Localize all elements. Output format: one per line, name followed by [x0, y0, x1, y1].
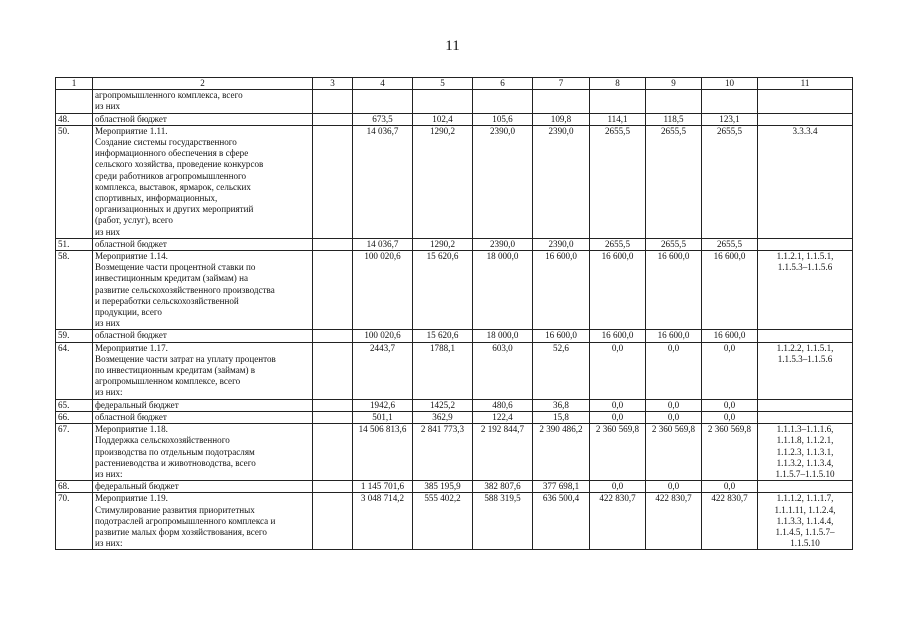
page-number: 11 [445, 38, 460, 54]
table-row [56, 342, 853, 399]
header-cell: 2 [93, 78, 313, 90]
value-cell: 1942,6 [353, 399, 413, 411]
value-cell: 0,0 [646, 399, 702, 411]
value-cell: 636 500,4 [533, 493, 590, 550]
description-line: среди работников агропромышленного [95, 170, 247, 181]
table-row [56, 330, 853, 342]
value-cell: 16 600,0 [646, 251, 702, 330]
description-line: информационного обеспечения в сфере [95, 148, 249, 159]
header-cell: 10 [702, 78, 758, 90]
row-description [93, 411, 313, 423]
description-line: областной бюджет [95, 411, 167, 422]
value-cell: 15 620,6 [413, 251, 473, 330]
value-cell: 16 600,0 [590, 251, 646, 330]
value-cell: 2655,5 [702, 125, 758, 238]
value-cell: 0,0 [590, 399, 646, 411]
reference-cell [758, 238, 853, 250]
description-line: федеральный бюджет [95, 399, 179, 410]
value-cell: 52,6 [533, 342, 590, 399]
description-line: Мероприятие 1.14. [95, 251, 168, 262]
description-line: Стимулирование развития приоритетных [95, 504, 255, 515]
reference-line: 1.1.2.1, 1.1.5.1, [776, 251, 834, 262]
value-cell: 16 600,0 [646, 330, 702, 342]
description-line: из них: [95, 538, 123, 549]
value-cell: 0,0 [590, 342, 646, 399]
description-line: Мероприятие 1.11. [95, 125, 168, 136]
description-line: Мероприятие 1.19. [95, 493, 168, 504]
value-cell: 2390,0 [533, 238, 590, 250]
table-row [56, 90, 853, 113]
header-cell: 11 [758, 78, 853, 90]
value-cell: 2655,5 [590, 238, 646, 250]
table-row [56, 125, 853, 238]
value-cell: 0,0 [646, 481, 702, 493]
table-header-row [56, 78, 853, 90]
value-cell: 2655,5 [646, 238, 702, 250]
value-cell: 1290,2 [413, 125, 473, 238]
value-cell: 603,0 [473, 342, 533, 399]
value-cell: 2 841 773,3 [413, 424, 473, 481]
table-row [56, 481, 853, 493]
value-cell: 0,0 [702, 399, 758, 411]
description-line: инвестиционным кредитам (займам) на [95, 273, 248, 284]
reference-cell [758, 493, 853, 550]
description-line: агропромышленного комплекса, всего [95, 90, 243, 101]
header-cell: 6 [473, 78, 533, 90]
description-line: из них: [95, 387, 123, 398]
reference-line: 1.1.4.5, 1.1.5.7– [775, 526, 835, 537]
description-line: производства по отдельным подотраслям [95, 446, 255, 457]
value-cell: 18 000,0 [473, 330, 533, 342]
value-cell: 18 000,0 [473, 251, 533, 330]
value-cell [646, 90, 702, 113]
value-cell: 2655,5 [702, 238, 758, 250]
row-description [93, 251, 313, 330]
description-line: спортивных, информационных, [95, 193, 218, 204]
value-cell: 2390,0 [473, 238, 533, 250]
value-cell: 15,8 [533, 411, 590, 423]
reference-cell [758, 424, 853, 481]
reference-line: 1.1.1.3–1.1.1.6, [776, 424, 834, 435]
value-cell: 14 506 813,6 [353, 424, 413, 481]
value-cell: 36,8 [533, 399, 590, 411]
row-description [93, 330, 313, 342]
row-number: 68. [56, 481, 93, 493]
header-cell: 4 [353, 78, 413, 90]
value-cell: 15 620,6 [413, 330, 473, 342]
description-line: федеральный бюджет [95, 481, 179, 492]
value-cell: 588 319,5 [473, 493, 533, 550]
budget-table [55, 77, 853, 550]
reference-cell [758, 125, 853, 238]
description-line: Возмещение части процентной ставки по [95, 262, 256, 273]
reference-cell [758, 481, 853, 493]
value-cell: 422 830,7 [646, 493, 702, 550]
description-line: областной бюджет [95, 113, 167, 124]
description-line: из них: [95, 468, 123, 479]
col3-cell [313, 424, 353, 481]
value-cell: 382 807,6 [473, 481, 533, 493]
col3-cell [313, 251, 353, 330]
description-line: подотраслей агропромышленного комплекса и [95, 515, 276, 526]
row-description [93, 238, 313, 250]
reference-line: 1.1.1.2, 1.1.1.7, [776, 493, 834, 504]
header-cell: 9 [646, 78, 702, 90]
row-description [93, 399, 313, 411]
value-cell: 16 600,0 [533, 330, 590, 342]
value-cell: 2 360 569,8 [590, 424, 646, 481]
value-cell: 16 600,0 [702, 330, 758, 342]
row-description [93, 113, 313, 125]
value-cell: 0,0 [646, 411, 702, 423]
col3-cell [313, 493, 353, 550]
value-cell [590, 90, 646, 113]
description-line: областной бюджет [95, 330, 167, 341]
table-row [56, 424, 853, 481]
value-cell: 14 036,7 [353, 125, 413, 238]
value-cell: 16 600,0 [702, 251, 758, 330]
description-line: агропромышленном комплексе, всего [95, 376, 241, 387]
row-number: 70. [56, 493, 93, 550]
value-cell: 385 195,9 [413, 481, 473, 493]
value-cell: 122,4 [473, 411, 533, 423]
reference-line: 1.1.3.3, 1.1.4.4, [776, 515, 834, 526]
value-cell: 2655,5 [646, 125, 702, 238]
row-number: 67. [56, 424, 93, 481]
value-cell: 114,1 [590, 113, 646, 125]
description-line: Мероприятие 1.17. [95, 342, 168, 353]
header-cell: 7 [533, 78, 590, 90]
value-cell: 555 402,2 [413, 493, 473, 550]
row-number: 51. [56, 238, 93, 250]
value-cell: 14 036,7 [353, 238, 413, 250]
reference-cell [758, 113, 853, 125]
table-row [56, 251, 853, 330]
value-cell: 0,0 [702, 342, 758, 399]
description-line: Создание системы государственного [95, 137, 237, 148]
description-line: растениеводства и животноводства, всего [95, 457, 256, 468]
reference-cell [758, 399, 853, 411]
table-row [56, 113, 853, 125]
table-body [56, 78, 853, 550]
value-cell: 0,0 [702, 481, 758, 493]
description-line: из них [95, 318, 121, 329]
value-cell: 2 192 844,7 [473, 424, 533, 481]
reference-line: 1.1.5.3–1.1.5.6 [777, 353, 833, 364]
description-line: и переработки сельскохозяйственной [95, 295, 239, 306]
value-cell: 422 830,7 [702, 493, 758, 550]
description-line: (работ, услуг), всего [95, 215, 173, 226]
col3-cell [313, 113, 353, 125]
description-line: развитие сельскохозяйственного производства [95, 284, 275, 295]
description-line: областной бюджет [95, 238, 167, 249]
reference-cell [758, 90, 853, 113]
value-cell: 673,5 [353, 113, 413, 125]
value-cell: 1788,1 [413, 342, 473, 399]
value-cell [473, 90, 533, 113]
value-cell: 362,9 [413, 411, 473, 423]
value-cell: 0,0 [590, 481, 646, 493]
reference-line: 1.1.5.3–1.1.5.6 [777, 262, 833, 273]
value-cell: 3 048 714,2 [353, 493, 413, 550]
value-cell: 377 698,1 [533, 481, 590, 493]
reference-line: 1.1.5.7–1.1.5.10 [775, 468, 835, 479]
row-description [93, 481, 313, 493]
header-cell: 5 [413, 78, 473, 90]
row-number: 64. [56, 342, 93, 399]
value-cell: 2 390 486,2 [533, 424, 590, 481]
row-number: 58. [56, 251, 93, 330]
description-line: из них [95, 226, 121, 237]
value-cell [353, 90, 413, 113]
table-row [56, 411, 853, 423]
row-description [93, 125, 313, 238]
value-cell: 2390,0 [533, 125, 590, 238]
col3-cell [313, 481, 353, 493]
description-line: Возмещение части затрат на уплату процентов [95, 353, 276, 364]
reference-cell [758, 251, 853, 330]
col3-cell [313, 238, 353, 250]
value-cell: 102,4 [413, 113, 473, 125]
value-cell: 123,1 [702, 113, 758, 125]
value-cell: 2390,0 [473, 125, 533, 238]
col3-cell [313, 90, 353, 113]
value-cell: 480,6 [473, 399, 533, 411]
description-line: развитие малых форм хозяйствования, всего [95, 526, 267, 537]
description-line: продукции, всего [95, 307, 162, 318]
description-line: комплекса, выставок, ярмарок, сельских [95, 181, 251, 192]
value-cell [533, 90, 590, 113]
reference-line: 1.1.1.11, 1.1.2.4, [774, 504, 836, 515]
value-cell: 1 145 701,6 [353, 481, 413, 493]
row-number: 65. [56, 399, 93, 411]
value-cell: 109,8 [533, 113, 590, 125]
description-line: Мероприятие 1.18. [95, 424, 168, 435]
description-line: организационных и других мероприятий [95, 204, 254, 215]
value-cell: 100 020,6 [353, 330, 413, 342]
value-cell: 1290,2 [413, 238, 473, 250]
description-line: сельского хозяйства, проведение конкурсов [95, 159, 264, 170]
value-cell: 16 600,0 [590, 330, 646, 342]
row-description [93, 90, 313, 113]
reference-cell [758, 411, 853, 423]
value-cell [702, 90, 758, 113]
value-cell: 0,0 [590, 411, 646, 423]
col3-cell [313, 411, 353, 423]
reference-line: 1.1.3.2, 1.1.3.4, [776, 457, 834, 468]
description-line: по инвестиционным кредитам (займам) в [95, 365, 256, 376]
reference-line: 1.1.2.3, 1.1.3.1, [776, 446, 834, 457]
description-line: из них [95, 101, 121, 112]
row-number: 50. [56, 125, 93, 238]
row-description [93, 424, 313, 481]
header-cell: 8 [590, 78, 646, 90]
row-number: 48. [56, 113, 93, 125]
value-cell: 422 830,7 [590, 493, 646, 550]
description-line: Поддержка сельскохозяйственного [95, 435, 230, 446]
reference-line: 3.3.3.4 [792, 125, 818, 136]
reference-cell [758, 330, 853, 342]
table-row [56, 399, 853, 411]
col3-cell [313, 330, 353, 342]
row-description [93, 342, 313, 399]
row-description [93, 493, 313, 550]
value-cell: 2655,5 [590, 125, 646, 238]
value-cell: 0,0 [646, 342, 702, 399]
header-cell: 3 [313, 78, 353, 90]
row-number: 66. [56, 411, 93, 423]
value-cell: 100 020,6 [353, 251, 413, 330]
table-row [56, 238, 853, 250]
value-cell: 2 360 569,8 [646, 424, 702, 481]
col3-cell [313, 125, 353, 238]
value-cell: 2443,7 [353, 342, 413, 399]
reference-line: 1.1.1.8, 1.1.2.1, [776, 435, 834, 446]
col3-cell [313, 342, 353, 399]
value-cell: 501,1 [353, 411, 413, 423]
value-cell: 0,0 [702, 411, 758, 423]
value-cell: 1425,2 [413, 399, 473, 411]
row-number [56, 90, 93, 113]
table-row [56, 493, 853, 550]
header-cell: 1 [56, 78, 93, 90]
reference-cell [758, 342, 853, 399]
reference-line: 1.1.2.2, 1.1.5.1, [776, 342, 834, 353]
value-cell: 2 360 569,8 [702, 424, 758, 481]
value-cell: 118,5 [646, 113, 702, 125]
value-cell [413, 90, 473, 113]
value-cell: 16 600,0 [533, 251, 590, 330]
col3-cell [313, 399, 353, 411]
row-number: 59. [56, 330, 93, 342]
value-cell: 105,6 [473, 113, 533, 125]
reference-line: 1.1.5.10 [790, 538, 820, 549]
